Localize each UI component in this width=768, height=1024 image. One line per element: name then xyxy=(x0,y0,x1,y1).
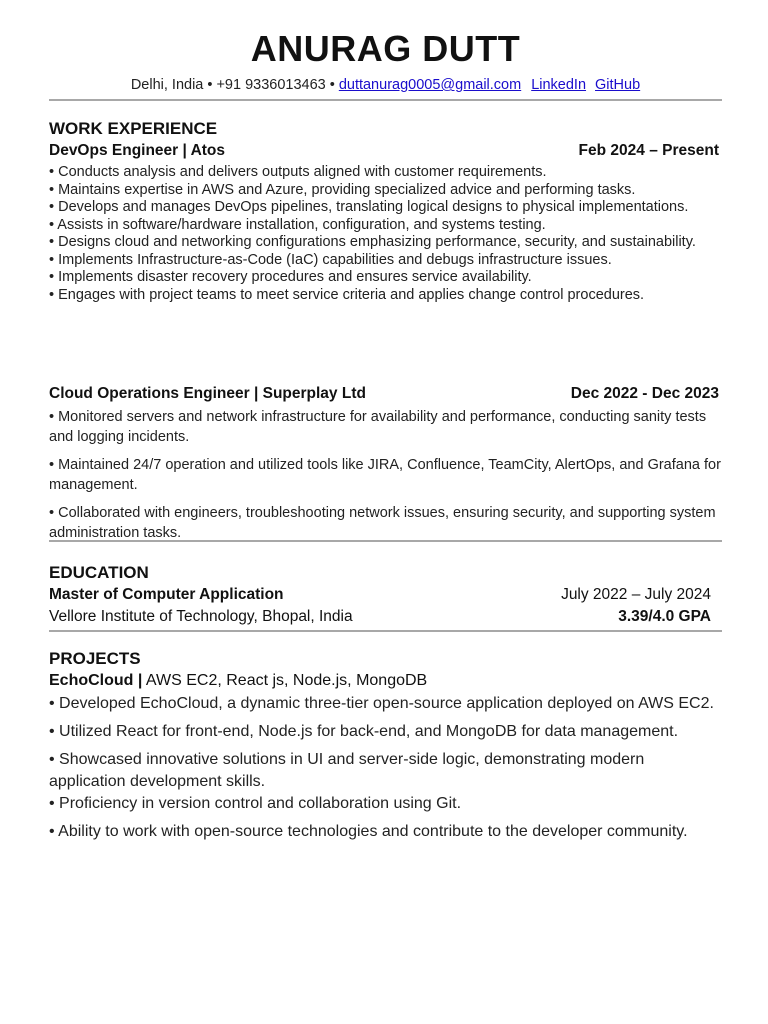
section-divider xyxy=(49,540,722,542)
project-name: EchoCloud | xyxy=(49,672,143,689)
list-item: • Develops and manages DevOps pipelines, translating logical designs to physical implementations. xyxy=(49,199,689,215)
degree-dates: July 2022 – July 2024 xyxy=(561,586,711,603)
header-divider xyxy=(49,99,722,101)
list-item: • Collaborated with engineers, troubleshooting network issues, ensuring security, and supporting system administration tasks. xyxy=(49,505,716,541)
job-dates: Feb 2024 – Present xyxy=(578,142,719,159)
projects-heading: PROJECTS xyxy=(49,649,141,668)
list-item: • Implements Infrastructure-as-Code (IaC) capabilities and debugs infrastructure issues. xyxy=(49,251,612,268)
list-item: • Maintains expertise in AWS and Azure, providing specialized advice and performing tasks. xyxy=(49,181,636,198)
list-item: • Engages with project teams to meet service criteria and applies change control procedures. xyxy=(49,286,645,303)
list-item: • Developed EchoCloud, a dynamic three-tier open-source application deployed on AWS EC2. xyxy=(49,695,714,712)
list-item: • Maintained 24/7 operation and utilized tools like JIRA, Confluence, TeamCity, AlertOps, and Grafana for management. xyxy=(49,457,721,493)
gpa: 3.39/4.0 GPA xyxy=(618,608,711,625)
job-header xyxy=(49,385,719,403)
location: Delhi, India xyxy=(130,77,204,93)
list-item: • Designs cloud and networking configurations emphasizing performance, security, and sustainability. xyxy=(49,234,696,250)
job-header xyxy=(49,142,719,160)
job-dates: Dec 2022 - Dec 2023 xyxy=(570,385,719,402)
list-item: • Ability to work with open-source technologies and contribute to the developer community. xyxy=(49,823,688,840)
section-divider xyxy=(49,630,722,632)
list-item: • Proficiency in version control and collaboration using Git. xyxy=(49,795,462,812)
list-item: • Implements disaster recovery procedures and ensures service availability. xyxy=(49,269,532,285)
project-stack: AWS EC2, React js, Node.js, MongoDB xyxy=(145,672,428,689)
education-heading: EDUCATION xyxy=(49,563,149,582)
linkedin-link[interactable]: LinkedIn xyxy=(531,77,587,93)
job-bullets xyxy=(49,407,722,551)
list-item: • Utilized React for front-end, Node.js for back-end, and MongoDB for data management. xyxy=(49,723,679,740)
list-item: • Assists in software/hardware installation, configuration, and systems testing. xyxy=(49,216,546,233)
job-bullets xyxy=(49,164,722,304)
work-experience-heading: WORK EXPERIENCE xyxy=(49,119,218,138)
list-item: • Showcased innovative solutions in UI and server-side logic, demonstrating modern application development skills. xyxy=(49,751,645,790)
degree-row xyxy=(49,586,711,604)
github-link[interactable]: GitHub xyxy=(595,77,641,93)
project-header xyxy=(49,672,427,690)
separator-dot: • xyxy=(329,77,335,93)
job-role: DevOps Engineer | Atos xyxy=(49,142,226,159)
job-role: Cloud Operations Engineer | Superplay Ltd xyxy=(49,385,366,402)
phone-number: +91 9336013463 xyxy=(216,77,326,93)
list-item: • Conducts analysis and delivers outputs aligned with customer requirements. xyxy=(49,164,547,180)
school-name: Vellore Institute of Technology, Bhopal, India xyxy=(49,608,353,625)
separator-dot: • xyxy=(207,77,213,93)
list-item: • Monitored servers and network infrastructure for availability and performance, conducting sanity tests and logging incidents. xyxy=(49,409,707,445)
candidate-name: ANURAG DUTT xyxy=(250,28,521,69)
project-bullets xyxy=(49,693,722,849)
contact-line xyxy=(49,77,722,93)
email-link[interactable]: duttanurag0005@gmail.com xyxy=(338,77,522,93)
degree-name: Master of Computer Application xyxy=(49,586,284,603)
school-row xyxy=(49,608,711,626)
